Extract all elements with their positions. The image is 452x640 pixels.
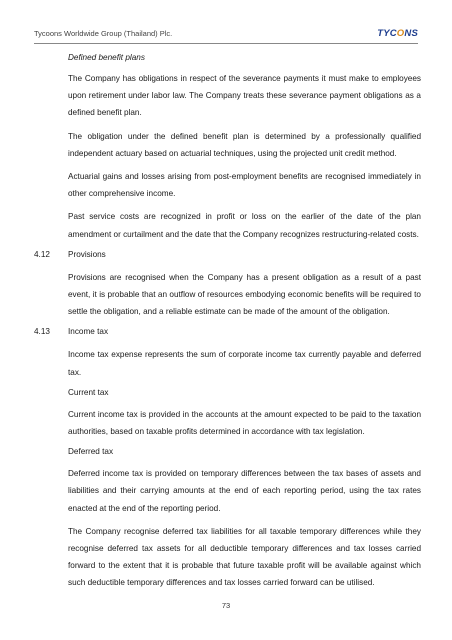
header-rule	[34, 43, 418, 44]
page-header	[34, 28, 418, 42]
page-number: 73	[221, 601, 231, 610]
defined-benefit-paragraph-1: The Company has obligations in respect of the severance payments it must make to employees upon retirement under labor law. The Company treats these severance payment obligations as a defined benefit plan.	[68, 74, 421, 118]
defined-benefit-paragraph-3: Actuarial gains and losses arising from post-employment benefits are recognised immediately in other comprehensive income.	[68, 172, 421, 199]
section-title: Provisions	[68, 249, 106, 259]
provisions-paragraph: Provisions are recognised when the Company has a present obligation as a result of a past event, it is probable that an outflow of resources embodying economic benefits will be required to settle the obligation, and a reliable estimate can be made of the amount of the obligation.	[68, 272, 421, 317]
section-number: 4.13	[34, 327, 50, 337]
section-heading-provisions	[34, 249, 421, 261]
deferred-tax-paragraph-1: Deferred income tax is provided on temporary differences between the tax bases of assets and liabilities and their carrying amounts at the end of each reporting period, using the tax rates enacted at the end of the reporting period.	[68, 469, 421, 513]
defined-benefit-paragraph-2: The obligation under the defined benefit plan is determined by a professionally qualified independent actuary based on actuarial techniques, using the projected unit credit method.	[68, 131, 421, 158]
company-logo	[377, 28, 418, 39]
section-heading-income-tax	[34, 326, 421, 338]
company-name: Tycoons Worldwide Group (Thailand) Plc.	[34, 29, 173, 38]
income-tax-block	[68, 346, 421, 591]
defined-benefit-paragraph-4: Past service costs are recognized in profit or loss on the earlier of the date of the plan amendment or curtailment and the date that the Company recognizes restructuring-related costs.	[68, 212, 421, 239]
defined-benefit-block	[68, 52, 421, 243]
page-body	[34, 52, 421, 598]
current-tax-heading: Current tax	[68, 387, 109, 397]
logo-prefix: TYC	[377, 28, 397, 39]
income-tax-paragraph: Income tax expense represents the sum of corporate income tax currently payable and deferred tax.	[68, 350, 421, 377]
provisions-block	[68, 269, 421, 321]
deferred-tax-paragraph-2: The Company recognise deferred tax liabilities for all taxable temporary differences while they recognise deferred tax assets for all deductible temporary differences and tax losses carried forward to the extent that it is probable that future taxable profit will be available against which such deductible temporary differences and tax losses carried forward can be utilised.	[68, 526, 421, 588]
section-title: Income tax	[68, 327, 109, 337]
section-number: 4.12	[34, 249, 50, 259]
logo-ring: O	[396, 28, 405, 39]
logo-suffix: NS	[404, 28, 418, 39]
current-tax-paragraph: Current income tax is provided in the accounts at the amount expected to be paid to the taxation authorities, based on taxable profits determined in accordance with tax legislation.	[68, 409, 421, 437]
deferred-tax-heading: Deferred tax	[68, 447, 114, 457]
defined-benefit-heading: Defined benefit plans	[68, 53, 145, 62]
